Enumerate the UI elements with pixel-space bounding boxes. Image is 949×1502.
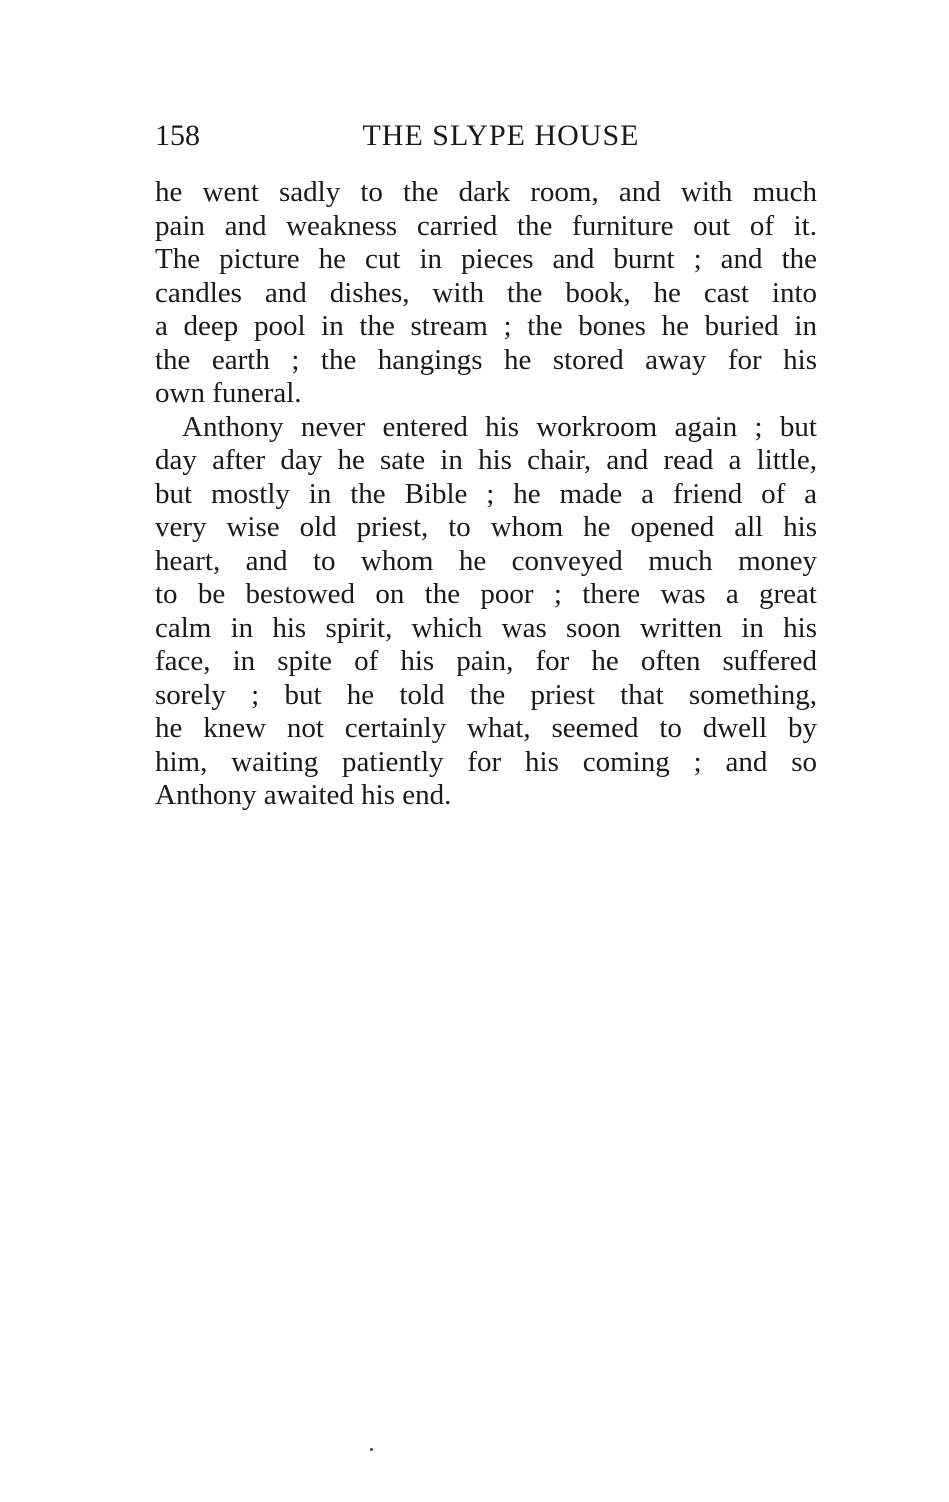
- text-line: a deep pool in the stream ; the bones he buried in: [155, 310, 817, 342]
- running-head: [155, 116, 817, 156]
- page-number: 158: [155, 119, 200, 152]
- text-line: he knew not certainly what, seemed to dwell by: [155, 712, 817, 744]
- text-line: but mostly in the Bible ; he made a friend of a: [155, 477, 817, 510]
- text-line: him, waiting patiently for his coming ; and so: [155, 745, 817, 778]
- text-line: very wise old priest, to whom he opened all his: [155, 511, 817, 543]
- text-line: day after day he sate in his chair, and read a little,: [155, 444, 817, 476]
- text-line: heart, and to whom he conveyed much money: [155, 544, 817, 577]
- text-line: own funeral.: [155, 377, 302, 409]
- text-line: The picture he cut in pieces and burnt ; and the: [155, 243, 817, 275]
- body-text: [155, 176, 817, 813]
- text-line: he went sadly to the dark room, and with much: [155, 176, 817, 208]
- text-line: sorely ; but he told the priest that something,: [155, 678, 817, 711]
- running-title: THE SLYPE HOUSE: [362, 119, 640, 152]
- text-line: the earth ; the hangings he stored away for his: [155, 343, 817, 376]
- paragraph-2: [155, 411, 817, 813]
- text-line: pain and weakness carried the furniture out of it.: [155, 209, 817, 242]
- text-line: face, in spite of his pain, for he often suffered: [155, 645, 817, 677]
- printer-dot: [370, 1448, 373, 1451]
- paragraph-1: [155, 176, 817, 411]
- text-line: calm in his spirit, which was soon written in his: [155, 611, 817, 644]
- text-line: Anthony never entered his workroom again ; but: [182, 410, 817, 443]
- text-line: to be bestowed on the poor ; there was a great: [155, 578, 817, 610]
- text-line: Anthony awaited his end.: [155, 779, 452, 811]
- text-line: candles and dishes, with the book, he cast into: [155, 276, 817, 309]
